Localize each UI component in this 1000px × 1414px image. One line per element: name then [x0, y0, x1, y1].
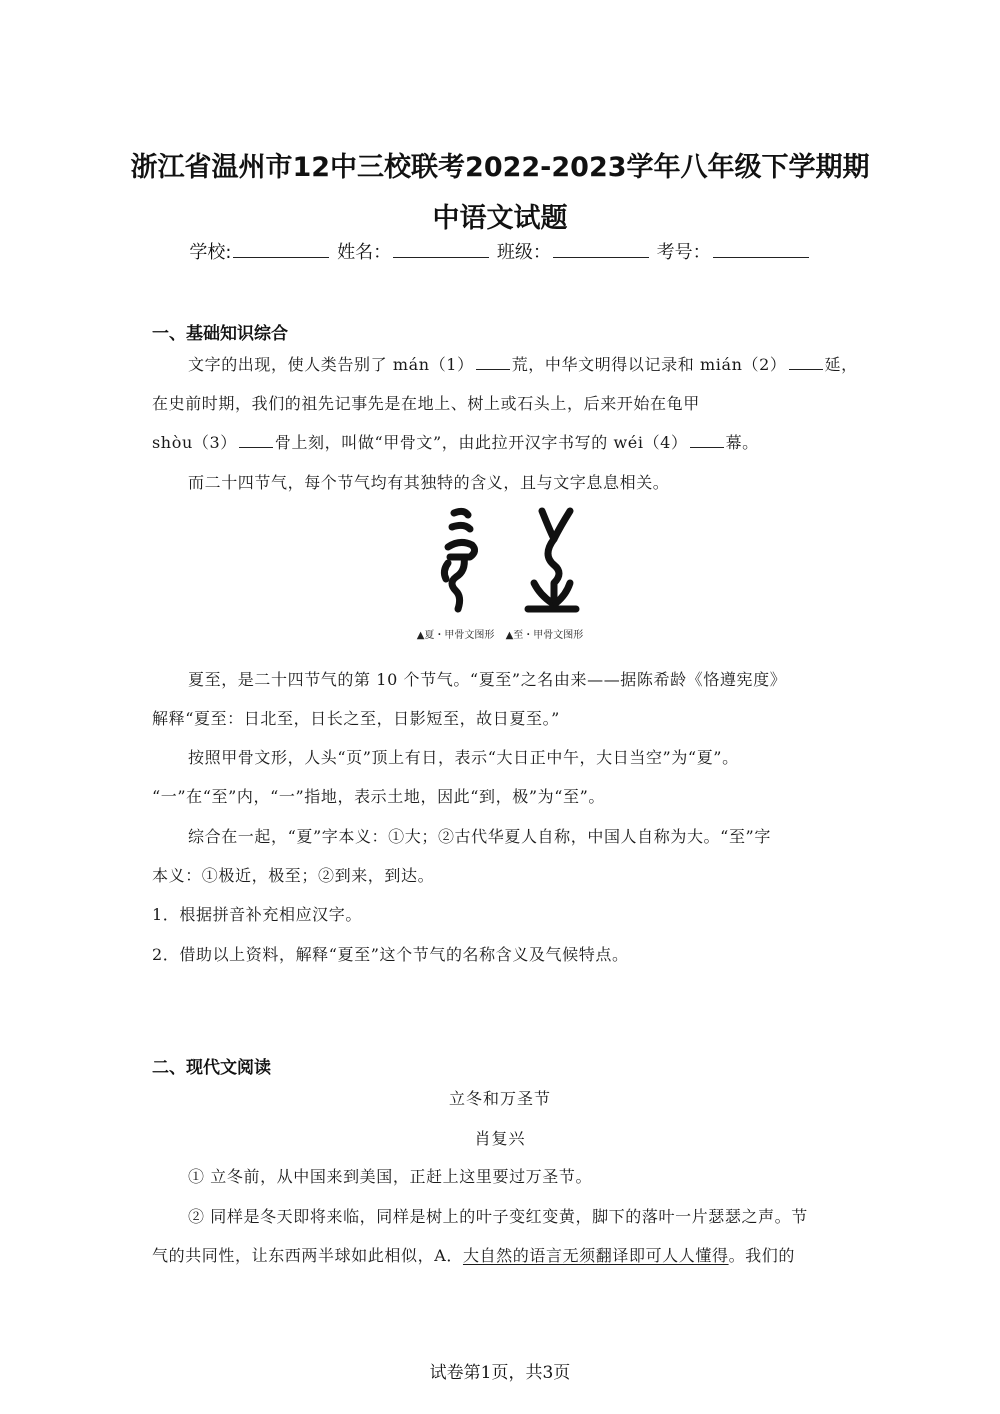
blank-4[interactable]: [690, 435, 724, 448]
exam-no-blank[interactable]: [713, 243, 809, 258]
s1-p1-line3: [152, 430, 759, 453]
student-info-line: [0, 238, 1000, 264]
blank-1[interactable]: [476, 357, 510, 370]
question-2: 2．借助以上资料，解释“夏至”这个节气的名称含义及气候特点。: [152, 945, 629, 964]
name-label: 姓名：: [337, 242, 392, 263]
article-para2-line1: ② 同样是冬天即将来临，同样是树上的叶子变红变黄，脚下的落叶一片瑟瑟之声。节: [188, 1207, 808, 1226]
para2-underlined-sentence-a: 大自然的语言无须翻译即可人人懂得: [462, 1246, 729, 1265]
s1-p1-text-f: 幕。: [725, 433, 759, 452]
section1-heading: 一、基础知识综合: [152, 324, 288, 344]
figure-caption-zhi: ▲至・甲骨文图形: [505, 630, 584, 641]
question-1: 1．根据拼音补充相应汉字。: [152, 905, 362, 924]
s1-p1-text-c: 延，: [824, 355, 858, 374]
s1-p2: 而二十四节气，每个节气均有其独特的含义，且与文字息息相关。: [188, 473, 670, 492]
para2-text-c: 。我们的: [728, 1246, 795, 1265]
article-para2-line2: [152, 1243, 795, 1266]
blank-2[interactable]: [789, 357, 823, 370]
s1-p4-line1: 按照甲骨文形，人头“页”顶上有日，表示“大日正中午，大日当空”为“夏”。: [188, 748, 739, 767]
page-title-line1: 浙江省温州市12中三校联考2022-2023学年八年级下学期期: [130, 152, 870, 183]
xia-oracle-glyph: [430, 505, 490, 617]
name-blank[interactable]: [393, 243, 489, 258]
para2-text-a: 气的共同性，让东西两半球如此相似，A．: [152, 1246, 463, 1265]
exam-no-label: 考号：: [656, 242, 711, 263]
s1-p3-line2: 解释“夏至：日北至，日长之至，日影短至，故日夏至。”: [152, 709, 560, 728]
article-author: 肖复兴: [474, 1129, 526, 1148]
s1-p1-line1: [188, 352, 858, 375]
school-blank[interactable]: [233, 243, 329, 258]
s1-p4-line2: “一”在“至”内，“一”指地，表示土地，因此“到，极”为“至”。: [152, 787, 605, 806]
class-blank[interactable]: [553, 243, 649, 258]
s1-p5-line1: 综合在一起，“夏”字本义：①大；②古代华夏人自称，中国人自称为大。“至”字: [188, 827, 771, 846]
section2-heading: 二、现代文阅读: [152, 1058, 271, 1078]
article-para1: ① 立冬前，从中国来到美国，正赶上这里要过万圣节。: [188, 1167, 593, 1186]
page-title-line2: 中语文试题: [432, 203, 568, 234]
s1-p1-line2: 在史前时期，我们的祖先记事先是在地上、树上或石头上，后来开始在龟甲: [152, 394, 700, 413]
figure-caption: [0, 626, 1000, 641]
s1-p5-line2: 本义：①极近，极至；②到来，到达。: [152, 866, 435, 885]
article-title: 立冬和万圣节: [448, 1089, 551, 1108]
blank-3[interactable]: [239, 435, 273, 448]
figure-caption-xia: ▲夏・甲骨文图形: [416, 630, 495, 641]
s1-p1-text-a: 文字的出现，使人类告别了 mán（1）: [188, 355, 474, 374]
s1-p3-line1: 夏至，是二十四节气的第 10 个节气。“夏至”之名由来——据陈希龄《恪遵宪度》: [188, 670, 787, 689]
class-label: 班级：: [496, 242, 551, 263]
page-footer: 试卷第1页，共3页: [429, 1363, 571, 1383]
s1-p1-text-b: 荒，中华文明得以记录和 mián（2）: [511, 355, 787, 374]
s1-p1-text-e: 骨上刻，叫做“甲骨文”，由此拉开汉字书写的 wéi（4）: [274, 433, 688, 452]
school-label: 学校:: [189, 242, 232, 263]
s1-p1-text-d: shòu（3）: [152, 433, 237, 452]
zhi-oracle-glyph: [520, 505, 584, 617]
